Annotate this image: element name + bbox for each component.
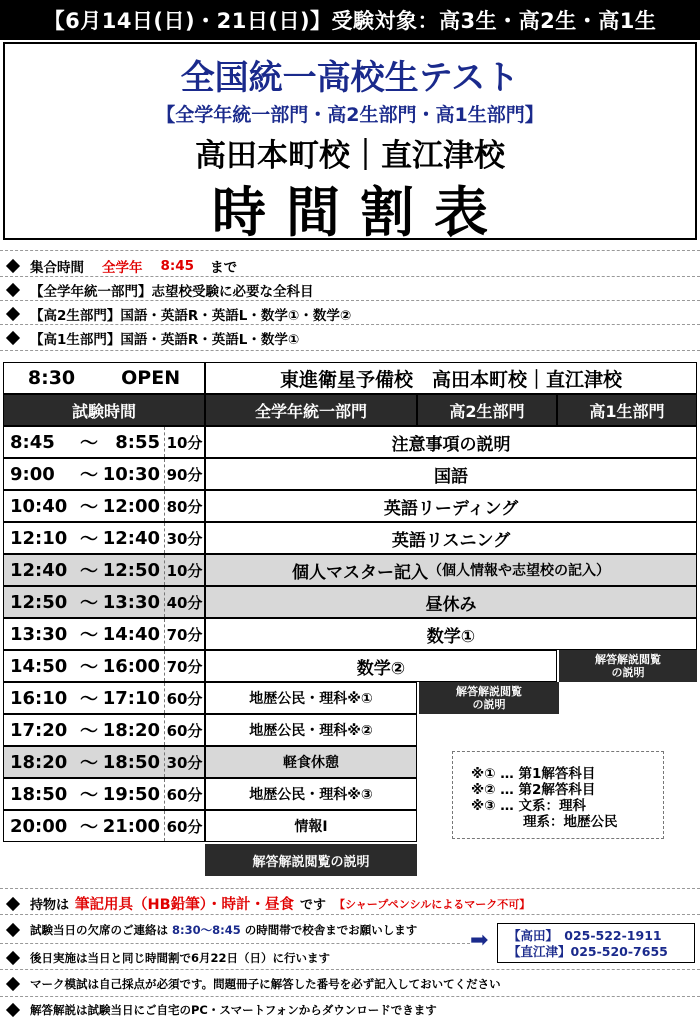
time-start: 16:10 bbox=[10, 687, 68, 709]
time-end: 17:10 bbox=[102, 687, 160, 709]
time-start: 12:50 bbox=[10, 591, 68, 613]
bring-prefix: 持物は bbox=[30, 898, 70, 913]
time-cell bbox=[3, 778, 205, 810]
contact-naoetsu: 【直江津】025-520-7655 bbox=[508, 944, 668, 959]
time-tilde: ～ bbox=[80, 497, 98, 518]
time-end: 18:50 bbox=[102, 751, 160, 773]
time-duration: 40分 bbox=[164, 587, 204, 617]
time-start: 17:20 bbox=[10, 719, 68, 741]
subject-text: 個人マスター記入 bbox=[292, 562, 428, 583]
time-start: 13:30 bbox=[10, 623, 68, 645]
time-cell bbox=[3, 810, 205, 842]
time-tilde: ～ bbox=[80, 465, 98, 486]
info-g2-division bbox=[4, 304, 351, 324]
time-start: 12:10 bbox=[10, 527, 68, 549]
info-text: 【高2生部門】国語・英語R・英語L・数学①・数学② bbox=[30, 308, 352, 324]
mark-text: マーク模試は自己採点が必須です。問題冊子に解答した番号を必ず記入しておいてください bbox=[30, 977, 501, 991]
time-tilde: ～ bbox=[80, 657, 98, 678]
time-start: 18:20 bbox=[10, 751, 68, 773]
open-label: OPEN bbox=[121, 367, 181, 389]
subject-cell: 地歴公民・理科※① bbox=[205, 682, 417, 714]
diamond-bullet-icon bbox=[6, 896, 20, 910]
mark-line bbox=[4, 976, 501, 992]
review-text: の説明 bbox=[611, 666, 645, 679]
diamond-bullet-icon bbox=[6, 977, 20, 991]
download-text: 解答解説は試験当日にご自宅のPC・スマートフォンからダウンロードできます bbox=[30, 1003, 437, 1017]
bring-suffix: です bbox=[299, 898, 326, 913]
time-tilde: ～ bbox=[80, 529, 98, 550]
time-end: 13:30 bbox=[102, 591, 160, 613]
divider bbox=[0, 350, 700, 351]
diamond-bullet-icon bbox=[6, 283, 20, 297]
open-time-cell bbox=[3, 362, 205, 394]
time-duration: 70分 bbox=[164, 619, 204, 649]
subject-cell: 注意事項の説明 bbox=[205, 426, 697, 458]
time-tilde: ～ bbox=[80, 689, 98, 710]
divider bbox=[0, 969, 700, 970]
time-duration: 30分 bbox=[164, 747, 204, 777]
makeup-line bbox=[4, 950, 330, 966]
subject-cell: 軽食休憩 bbox=[205, 746, 417, 778]
diamond-bullet-icon bbox=[6, 331, 20, 345]
time-end: 14:40 bbox=[102, 623, 160, 645]
review-text: 解答解説閲覧 bbox=[595, 653, 661, 666]
time-cell bbox=[3, 650, 205, 682]
divider bbox=[0, 914, 700, 915]
time-tilde: ～ bbox=[80, 561, 98, 582]
time-end: 16:00 bbox=[102, 655, 160, 677]
time-duration: 70分 bbox=[164, 651, 204, 681]
divider bbox=[0, 324, 700, 325]
time-duration: 10分 bbox=[164, 555, 204, 585]
time-duration: 80分 bbox=[164, 491, 204, 521]
absence-suffix: の時間帯で校舎までお願いします bbox=[244, 923, 418, 937]
diamond-bullet-icon bbox=[6, 1003, 20, 1017]
time-end: 12:40 bbox=[102, 527, 160, 549]
subject-cell: 国語 bbox=[205, 458, 697, 490]
divider bbox=[0, 250, 700, 251]
subject-cell: 英語リスニング bbox=[205, 522, 697, 554]
time-cell bbox=[3, 490, 205, 522]
subject-note: （個人情報や志望校の記入） bbox=[428, 563, 610, 579]
time-duration: 10分 bbox=[164, 427, 204, 457]
review-explanation-all: 解答解説閲覧の説明 bbox=[205, 844, 417, 876]
gather-grade: 全学年 bbox=[102, 260, 143, 276]
subject-cell: 昼休み bbox=[205, 586, 697, 618]
review-explanation-g1 bbox=[559, 650, 697, 682]
venue-cell: 東進衛星予備校 高田本町校｜直江津校 bbox=[205, 362, 697, 394]
subject-cell: 数学① bbox=[205, 618, 697, 650]
absence-time: 8:30～8:45 bbox=[172, 923, 241, 937]
gather-label: 集合時間 bbox=[30, 260, 84, 276]
info-g1-division bbox=[4, 328, 299, 348]
divider bbox=[0, 300, 700, 301]
contact-box bbox=[497, 923, 695, 963]
time-duration: 60分 bbox=[164, 811, 204, 841]
time-tilde: ～ bbox=[80, 817, 98, 838]
time-cell bbox=[3, 618, 205, 650]
subject-notes-box bbox=[452, 751, 664, 839]
time-start: 8:45 bbox=[10, 431, 55, 453]
title-box bbox=[3, 42, 697, 244]
time-end: 21:00 bbox=[102, 815, 160, 837]
time-start: 9:00 bbox=[10, 463, 55, 485]
time-cell bbox=[3, 714, 205, 746]
makeup-text: 後日実施は当日と同じ時間割で6月22日（日）に行います bbox=[30, 951, 331, 965]
subject-cell: 英語リーディング bbox=[205, 490, 697, 522]
col-header-g2-division: 高2生部門 bbox=[417, 394, 557, 426]
test-title: 全国統一高校生テスト bbox=[180, 58, 520, 98]
subject-cell bbox=[205, 554, 697, 586]
time-tilde: ～ bbox=[80, 433, 98, 454]
time-end: 8:55 bbox=[115, 431, 160, 453]
absence-contact-line bbox=[4, 922, 417, 938]
time-cell bbox=[3, 554, 205, 586]
arrow-right-icon: ➡ bbox=[470, 928, 489, 953]
time-end: 12:00 bbox=[102, 495, 160, 517]
divider bbox=[0, 888, 700, 889]
time-tilde: ～ bbox=[80, 593, 98, 614]
time-start: 14:50 bbox=[10, 655, 68, 677]
divider bbox=[0, 996, 700, 997]
time-start: 12:40 bbox=[10, 559, 68, 581]
info-all-division bbox=[4, 280, 314, 300]
contact-takada: 【高田】 025-522-1911 bbox=[508, 928, 662, 943]
note-line: ※① … 第1解答科目 bbox=[471, 766, 596, 782]
time-end: 12:50 bbox=[102, 559, 160, 581]
test-divisions: 【全学年統一部門・高2生部門・高1生部門】 bbox=[156, 104, 544, 126]
diamond-bullet-icon bbox=[6, 259, 20, 273]
time-tilde: ～ bbox=[80, 625, 98, 646]
time-start: 20:00 bbox=[10, 815, 68, 837]
divider bbox=[0, 943, 470, 944]
info-text: 【高1生部門】国語・英語R・英語L・数学① bbox=[30, 332, 300, 348]
gather-time: 8:45 bbox=[160, 258, 195, 274]
review-text: の説明 bbox=[472, 698, 506, 711]
note-line: ※③ … 文系：理科 bbox=[471, 798, 586, 814]
col-header-time: 試験時間 bbox=[3, 394, 205, 426]
download-line bbox=[4, 1002, 437, 1018]
bring-items-line bbox=[4, 893, 530, 914]
time-cell bbox=[3, 458, 205, 490]
time-cell bbox=[3, 426, 205, 458]
time-cell bbox=[3, 682, 205, 714]
diamond-bullet-icon bbox=[6, 951, 20, 965]
subject-cell: 情報Ⅰ bbox=[205, 810, 417, 842]
time-duration: 90分 bbox=[164, 459, 204, 489]
note-line: 理系：地歴公民 bbox=[523, 814, 618, 830]
time-duration: 60分 bbox=[164, 715, 204, 745]
date-target-banner: 【6月14日(日)・21日(日)】受験対象：高3生・高2生・高1生 bbox=[0, 0, 700, 40]
school-names: 高田本町校｜直江津校 bbox=[195, 138, 505, 174]
bring-items: 筆記用具（HB鉛筆）・時計・昼食 bbox=[75, 897, 294, 913]
time-tilde: ～ bbox=[80, 753, 98, 774]
divider bbox=[0, 276, 700, 277]
time-tilde: ～ bbox=[80, 785, 98, 806]
review-text: 解答解説閲覧 bbox=[456, 685, 522, 698]
time-duration: 60分 bbox=[164, 683, 204, 713]
diamond-bullet-icon bbox=[6, 923, 20, 937]
open-time: 8:30 bbox=[27, 367, 76, 389]
time-end: 19:50 bbox=[102, 783, 160, 805]
time-start: 10:40 bbox=[10, 495, 68, 517]
time-duration: 60分 bbox=[164, 779, 204, 809]
time-cell bbox=[3, 586, 205, 618]
col-header-g1-division: 高1生部門 bbox=[557, 394, 697, 426]
time-cell bbox=[3, 522, 205, 554]
col-header-all-division: 全学年統一部門 bbox=[205, 394, 417, 426]
time-tilde: ～ bbox=[80, 721, 98, 742]
review-explanation-g2 bbox=[419, 682, 559, 714]
gather-time-line bbox=[4, 256, 237, 276]
diamond-bullet-icon bbox=[6, 307, 20, 321]
subject-cell: 地歴公民・理科※② bbox=[205, 714, 417, 746]
time-cell bbox=[3, 746, 205, 778]
note-line: ※② … 第2解答科目 bbox=[471, 782, 596, 798]
time-end: 10:30 bbox=[102, 463, 160, 485]
absence-prefix: 試験当日の欠席のご連絡は bbox=[30, 923, 168, 937]
time-duration: 30分 bbox=[164, 523, 204, 553]
time-end: 18:20 bbox=[102, 719, 160, 741]
bring-note: 【シャープペンシルによるマーク不可】 bbox=[333, 897, 531, 911]
gather-suffix: まで bbox=[210, 260, 238, 276]
subject-cell: 数学② bbox=[205, 650, 557, 682]
timetable-heading: 時間割表 bbox=[212, 181, 508, 244]
time-start: 18:50 bbox=[10, 783, 68, 805]
subject-cell: 地歴公民・理科※③ bbox=[205, 778, 417, 810]
info-text: 【全学年統一部門】志望校受験に必要な全科目 bbox=[30, 284, 314, 300]
